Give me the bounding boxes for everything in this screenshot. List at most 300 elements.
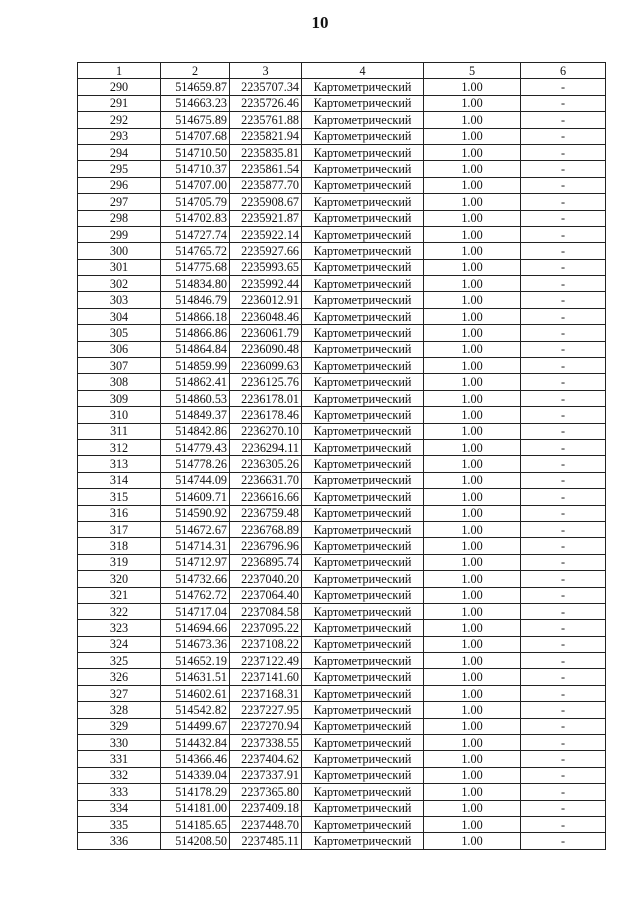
point-number-cell: 313 bbox=[78, 456, 161, 472]
description-cell: - bbox=[521, 571, 606, 587]
table-row bbox=[78, 702, 606, 718]
description-cell: - bbox=[521, 112, 606, 128]
y-coordinate-cell: 2236178.46 bbox=[230, 407, 302, 423]
point-number-cell: 302 bbox=[78, 276, 161, 292]
point-number-cell: 320 bbox=[78, 571, 161, 587]
accuracy-cell: 1.00 bbox=[424, 685, 521, 701]
accuracy-cell: 1.00 bbox=[424, 800, 521, 816]
x-coordinate-cell: 514834.80 bbox=[161, 276, 230, 292]
table-row bbox=[78, 112, 606, 128]
method-cell: Картометрический bbox=[302, 587, 424, 603]
method-cell: Картометрический bbox=[302, 144, 424, 160]
method-cell: Картометрический bbox=[302, 341, 424, 357]
table-row bbox=[78, 718, 606, 734]
method-cell: Картометрический bbox=[302, 653, 424, 669]
description-cell: - bbox=[521, 374, 606, 390]
table-row bbox=[78, 603, 606, 619]
point-number-cell: 306 bbox=[78, 341, 161, 357]
y-coordinate-cell: 2237064.40 bbox=[230, 587, 302, 603]
x-coordinate-cell: 514717.04 bbox=[161, 603, 230, 619]
description-cell: - bbox=[521, 653, 606, 669]
y-coordinate-cell: 2237404.62 bbox=[230, 751, 302, 767]
y-coordinate-cell: 2237084.58 bbox=[230, 603, 302, 619]
y-coordinate-cell: 2236270.10 bbox=[230, 423, 302, 439]
point-number-cell: 314 bbox=[78, 472, 161, 488]
method-cell: Картометрический bbox=[302, 292, 424, 308]
x-coordinate-cell: 514181.00 bbox=[161, 800, 230, 816]
table-row bbox=[78, 374, 606, 390]
x-coordinate-cell: 514710.50 bbox=[161, 144, 230, 160]
accuracy-cell: 1.00 bbox=[424, 161, 521, 177]
method-cell: Картометрический bbox=[302, 194, 424, 210]
method-cell: Картометрический bbox=[302, 358, 424, 374]
point-number-cell: 297 bbox=[78, 194, 161, 210]
method-cell: Картометрический bbox=[302, 505, 424, 521]
accuracy-cell: 1.00 bbox=[424, 784, 521, 800]
method-cell: Картометрический bbox=[302, 243, 424, 259]
point-number-cell: 316 bbox=[78, 505, 161, 521]
y-coordinate-cell: 2235877.70 bbox=[230, 177, 302, 193]
column-header: 5 bbox=[424, 63, 521, 79]
y-coordinate-cell: 2235927.66 bbox=[230, 243, 302, 259]
y-coordinate-cell: 2237227.95 bbox=[230, 702, 302, 718]
y-coordinate-cell: 2236796.96 bbox=[230, 538, 302, 554]
method-cell: Картометрический bbox=[302, 226, 424, 242]
method-cell: Картометрический bbox=[302, 489, 424, 505]
x-coordinate-cell: 514707.68 bbox=[161, 128, 230, 144]
accuracy-cell: 1.00 bbox=[424, 620, 521, 636]
accuracy-cell: 1.00 bbox=[424, 751, 521, 767]
table-row bbox=[78, 816, 606, 832]
description-cell: - bbox=[521, 767, 606, 783]
table-row bbox=[78, 390, 606, 406]
method-cell: Картометрический bbox=[302, 521, 424, 537]
x-coordinate-cell: 514864.84 bbox=[161, 341, 230, 357]
description-cell: - bbox=[521, 603, 606, 619]
accuracy-cell: 1.00 bbox=[424, 833, 521, 849]
table-row bbox=[78, 210, 606, 226]
accuracy-cell: 1.00 bbox=[424, 489, 521, 505]
point-number-cell: 318 bbox=[78, 538, 161, 554]
x-coordinate-cell: 514208.50 bbox=[161, 833, 230, 849]
method-cell: Картометрический bbox=[302, 374, 424, 390]
point-number-cell: 315 bbox=[78, 489, 161, 505]
point-number-cell: 319 bbox=[78, 554, 161, 570]
point-number-cell: 336 bbox=[78, 833, 161, 849]
description-cell: - bbox=[521, 292, 606, 308]
table-row bbox=[78, 669, 606, 685]
y-coordinate-cell: 2237365.80 bbox=[230, 784, 302, 800]
accuracy-cell: 1.00 bbox=[424, 718, 521, 734]
description-cell: - bbox=[521, 489, 606, 505]
table-row bbox=[78, 276, 606, 292]
accuracy-cell: 1.00 bbox=[424, 636, 521, 652]
table-row bbox=[78, 735, 606, 751]
description-cell: - bbox=[521, 538, 606, 554]
table-row bbox=[78, 800, 606, 816]
y-coordinate-cell: 2237040.20 bbox=[230, 571, 302, 587]
table-row bbox=[78, 538, 606, 554]
description-cell: - bbox=[521, 685, 606, 701]
x-coordinate-cell: 514178.29 bbox=[161, 784, 230, 800]
x-coordinate-cell: 514339.04 bbox=[161, 767, 230, 783]
point-number-cell: 300 bbox=[78, 243, 161, 259]
table-row bbox=[78, 194, 606, 210]
x-coordinate-cell: 514744.09 bbox=[161, 472, 230, 488]
table-row bbox=[78, 161, 606, 177]
description-cell: - bbox=[521, 587, 606, 603]
method-cell: Картометрический bbox=[302, 800, 424, 816]
description-cell: - bbox=[521, 521, 606, 537]
x-coordinate-cell: 514714.31 bbox=[161, 538, 230, 554]
table-row bbox=[78, 489, 606, 505]
x-coordinate-cell: 514862.41 bbox=[161, 374, 230, 390]
y-coordinate-cell: 2235861.54 bbox=[230, 161, 302, 177]
table-row bbox=[78, 177, 606, 193]
x-coordinate-cell: 514866.86 bbox=[161, 325, 230, 341]
table-row bbox=[78, 243, 606, 259]
x-coordinate-cell: 514707.00 bbox=[161, 177, 230, 193]
method-cell: Картометрический bbox=[302, 79, 424, 95]
x-coordinate-cell: 514609.71 bbox=[161, 489, 230, 505]
table-row bbox=[78, 472, 606, 488]
x-coordinate-cell: 514859.99 bbox=[161, 358, 230, 374]
y-coordinate-cell: 2237409.18 bbox=[230, 800, 302, 816]
x-coordinate-cell: 514694.66 bbox=[161, 620, 230, 636]
accuracy-cell: 1.00 bbox=[424, 439, 521, 455]
description-cell: - bbox=[521, 669, 606, 685]
x-coordinate-cell: 514499.67 bbox=[161, 718, 230, 734]
method-cell: Картометрический bbox=[302, 472, 424, 488]
accuracy-cell: 1.00 bbox=[424, 276, 521, 292]
y-coordinate-cell: 2237338.55 bbox=[230, 735, 302, 751]
y-coordinate-cell: 2236061.79 bbox=[230, 325, 302, 341]
x-coordinate-cell: 514849.37 bbox=[161, 407, 230, 423]
y-coordinate-cell: 2236012.91 bbox=[230, 292, 302, 308]
accuracy-cell: 1.00 bbox=[424, 702, 521, 718]
x-coordinate-cell: 514673.36 bbox=[161, 636, 230, 652]
point-number-cell: 299 bbox=[78, 226, 161, 242]
y-coordinate-cell: 2235921.87 bbox=[230, 210, 302, 226]
y-coordinate-cell: 2236759.48 bbox=[230, 505, 302, 521]
y-coordinate-cell: 2235992.44 bbox=[230, 276, 302, 292]
point-number-cell: 330 bbox=[78, 735, 161, 751]
accuracy-cell: 1.00 bbox=[424, 767, 521, 783]
table-row bbox=[78, 587, 606, 603]
table-row bbox=[78, 259, 606, 275]
point-number-cell: 335 bbox=[78, 816, 161, 832]
method-cell: Картометрический bbox=[302, 718, 424, 734]
table-header-row bbox=[78, 63, 606, 79]
method-cell: Картометрический bbox=[302, 685, 424, 701]
accuracy-cell: 1.00 bbox=[424, 472, 521, 488]
accuracy-cell: 1.00 bbox=[424, 735, 521, 751]
point-number-cell: 329 bbox=[78, 718, 161, 734]
description-cell: - bbox=[521, 505, 606, 521]
accuracy-cell: 1.00 bbox=[424, 571, 521, 587]
table-row bbox=[78, 226, 606, 242]
table-row bbox=[78, 128, 606, 144]
point-number-cell: 317 bbox=[78, 521, 161, 537]
x-coordinate-cell: 514652.19 bbox=[161, 653, 230, 669]
point-number-cell: 298 bbox=[78, 210, 161, 226]
x-coordinate-cell: 514366.46 bbox=[161, 751, 230, 767]
accuracy-cell: 1.00 bbox=[424, 374, 521, 390]
point-number-cell: 327 bbox=[78, 685, 161, 701]
accuracy-cell: 1.00 bbox=[424, 341, 521, 357]
description-cell: - bbox=[521, 226, 606, 242]
description-cell: - bbox=[521, 702, 606, 718]
accuracy-cell: 1.00 bbox=[424, 423, 521, 439]
x-coordinate-cell: 514842.86 bbox=[161, 423, 230, 439]
point-number-cell: 325 bbox=[78, 653, 161, 669]
method-cell: Картометрический bbox=[302, 620, 424, 636]
description-cell: - bbox=[521, 276, 606, 292]
y-coordinate-cell: 2235761.88 bbox=[230, 112, 302, 128]
accuracy-cell: 1.00 bbox=[424, 390, 521, 406]
accuracy-cell: 1.00 bbox=[424, 521, 521, 537]
point-number-cell: 321 bbox=[78, 587, 161, 603]
x-coordinate-cell: 514432.84 bbox=[161, 735, 230, 751]
description-cell: - bbox=[521, 259, 606, 275]
point-number-cell: 295 bbox=[78, 161, 161, 177]
table-row bbox=[78, 653, 606, 669]
description-cell: - bbox=[521, 800, 606, 816]
x-coordinate-cell: 514712.97 bbox=[161, 554, 230, 570]
accuracy-cell: 1.00 bbox=[424, 325, 521, 341]
table-row bbox=[78, 79, 606, 95]
point-number-cell: 291 bbox=[78, 95, 161, 111]
point-number-cell: 290 bbox=[78, 79, 161, 95]
description-cell: - bbox=[521, 423, 606, 439]
method-cell: Картометрический bbox=[302, 784, 424, 800]
x-coordinate-cell: 514631.51 bbox=[161, 669, 230, 685]
accuracy-cell: 1.00 bbox=[424, 358, 521, 374]
method-cell: Картометрический bbox=[302, 161, 424, 177]
table-row bbox=[78, 292, 606, 308]
table-row bbox=[78, 407, 606, 423]
y-coordinate-cell: 2237141.60 bbox=[230, 669, 302, 685]
description-cell: - bbox=[521, 407, 606, 423]
x-coordinate-cell: 514778.26 bbox=[161, 456, 230, 472]
y-coordinate-cell: 2237448.70 bbox=[230, 816, 302, 832]
point-number-cell: 310 bbox=[78, 407, 161, 423]
y-coordinate-cell: 2237485.11 bbox=[230, 833, 302, 849]
description-cell: - bbox=[521, 735, 606, 751]
accuracy-cell: 1.00 bbox=[424, 653, 521, 669]
column-header: 4 bbox=[302, 63, 424, 79]
x-coordinate-cell: 514663.23 bbox=[161, 95, 230, 111]
method-cell: Картометрический bbox=[302, 128, 424, 144]
method-cell: Картометрический bbox=[302, 603, 424, 619]
description-cell: - bbox=[521, 341, 606, 357]
x-coordinate-cell: 514732.66 bbox=[161, 571, 230, 587]
description-cell: - bbox=[521, 308, 606, 324]
accuracy-cell: 1.00 bbox=[424, 603, 521, 619]
method-cell: Картометрический bbox=[302, 259, 424, 275]
accuracy-cell: 1.00 bbox=[424, 308, 521, 324]
method-cell: Картометрический bbox=[302, 210, 424, 226]
description-cell: - bbox=[521, 144, 606, 160]
accuracy-cell: 1.00 bbox=[424, 243, 521, 259]
point-number-cell: 333 bbox=[78, 784, 161, 800]
x-coordinate-cell: 514710.37 bbox=[161, 161, 230, 177]
column-header: 1 bbox=[78, 63, 161, 79]
point-number-cell: 301 bbox=[78, 259, 161, 275]
accuracy-cell: 1.00 bbox=[424, 226, 521, 242]
table-row bbox=[78, 308, 606, 324]
y-coordinate-cell: 2236294.11 bbox=[230, 439, 302, 455]
y-coordinate-cell: 2237270.94 bbox=[230, 718, 302, 734]
description-cell: - bbox=[521, 95, 606, 111]
description-cell: - bbox=[521, 79, 606, 95]
accuracy-cell: 1.00 bbox=[424, 95, 521, 111]
description-cell: - bbox=[521, 784, 606, 800]
y-coordinate-cell: 2237337.91 bbox=[230, 767, 302, 783]
description-cell: - bbox=[521, 636, 606, 652]
description-cell: - bbox=[521, 390, 606, 406]
table-row bbox=[78, 358, 606, 374]
method-cell: Картометрический bbox=[302, 439, 424, 455]
point-number-cell: 303 bbox=[78, 292, 161, 308]
y-coordinate-cell: 2236125.76 bbox=[230, 374, 302, 390]
y-coordinate-cell: 2236895.74 bbox=[230, 554, 302, 570]
method-cell: Картометрический bbox=[302, 390, 424, 406]
point-number-cell: 312 bbox=[78, 439, 161, 455]
point-number-cell: 307 bbox=[78, 358, 161, 374]
point-number-cell: 326 bbox=[78, 669, 161, 685]
description-cell: - bbox=[521, 620, 606, 636]
method-cell: Картометрический bbox=[302, 735, 424, 751]
table-row bbox=[78, 554, 606, 570]
description-cell: - bbox=[521, 751, 606, 767]
table-row bbox=[78, 456, 606, 472]
x-coordinate-cell: 514602.61 bbox=[161, 685, 230, 701]
accuracy-cell: 1.00 bbox=[424, 505, 521, 521]
x-coordinate-cell: 514846.79 bbox=[161, 292, 230, 308]
description-cell: - bbox=[521, 718, 606, 734]
accuracy-cell: 1.00 bbox=[424, 456, 521, 472]
accuracy-cell: 1.00 bbox=[424, 112, 521, 128]
x-coordinate-cell: 514675.89 bbox=[161, 112, 230, 128]
y-coordinate-cell: 2236305.26 bbox=[230, 456, 302, 472]
x-coordinate-cell: 514705.79 bbox=[161, 194, 230, 210]
point-number-cell: 311 bbox=[78, 423, 161, 439]
accuracy-cell: 1.00 bbox=[424, 79, 521, 95]
description-cell: - bbox=[521, 210, 606, 226]
y-coordinate-cell: 2237095.22 bbox=[230, 620, 302, 636]
table-row bbox=[78, 325, 606, 341]
y-coordinate-cell: 2235908.67 bbox=[230, 194, 302, 210]
column-header: 6 bbox=[521, 63, 606, 79]
y-coordinate-cell: 2237168.31 bbox=[230, 685, 302, 701]
point-number-cell: 324 bbox=[78, 636, 161, 652]
page-number: 10 bbox=[311, 13, 329, 32]
x-coordinate-cell: 514727.74 bbox=[161, 226, 230, 242]
description-cell: - bbox=[521, 439, 606, 455]
table-row bbox=[78, 95, 606, 111]
table-row bbox=[78, 767, 606, 783]
y-coordinate-cell: 2235835.81 bbox=[230, 144, 302, 160]
column-header: 3 bbox=[230, 63, 302, 79]
table-row bbox=[78, 439, 606, 455]
y-coordinate-cell: 2236099.63 bbox=[230, 358, 302, 374]
coordinates-table bbox=[77, 62, 606, 850]
y-coordinate-cell: 2237122.49 bbox=[230, 653, 302, 669]
accuracy-cell: 1.00 bbox=[424, 128, 521, 144]
accuracy-cell: 1.00 bbox=[424, 259, 521, 275]
point-number-cell: 308 bbox=[78, 374, 161, 390]
table-row bbox=[78, 833, 606, 849]
description-cell: - bbox=[521, 833, 606, 849]
method-cell: Картометрический bbox=[302, 538, 424, 554]
accuracy-cell: 1.00 bbox=[424, 144, 521, 160]
method-cell: Картометрический bbox=[302, 112, 424, 128]
x-coordinate-cell: 514775.68 bbox=[161, 259, 230, 275]
method-cell: Картометрический bbox=[302, 767, 424, 783]
point-number-cell: 293 bbox=[78, 128, 161, 144]
accuracy-cell: 1.00 bbox=[424, 669, 521, 685]
y-coordinate-cell: 2237108.22 bbox=[230, 636, 302, 652]
method-cell: Картометрический bbox=[302, 423, 424, 439]
table-row bbox=[78, 620, 606, 636]
point-number-cell: 305 bbox=[78, 325, 161, 341]
description-cell: - bbox=[521, 325, 606, 341]
accuracy-cell: 1.00 bbox=[424, 816, 521, 832]
point-number-cell: 328 bbox=[78, 702, 161, 718]
description-cell: - bbox=[521, 243, 606, 259]
x-coordinate-cell: 514659.87 bbox=[161, 79, 230, 95]
x-coordinate-cell: 514779.43 bbox=[161, 439, 230, 455]
accuracy-cell: 1.00 bbox=[424, 587, 521, 603]
accuracy-cell: 1.00 bbox=[424, 538, 521, 554]
description-cell: - bbox=[521, 472, 606, 488]
description-cell: - bbox=[521, 816, 606, 832]
method-cell: Картометрический bbox=[302, 276, 424, 292]
y-coordinate-cell: 2235993.65 bbox=[230, 259, 302, 275]
description-cell: - bbox=[521, 194, 606, 210]
accuracy-cell: 1.00 bbox=[424, 554, 521, 570]
point-number-cell: 322 bbox=[78, 603, 161, 619]
description-cell: - bbox=[521, 128, 606, 144]
y-coordinate-cell: 2235922.14 bbox=[230, 226, 302, 242]
y-coordinate-cell: 2236178.01 bbox=[230, 390, 302, 406]
x-coordinate-cell: 514185.65 bbox=[161, 816, 230, 832]
x-coordinate-cell: 514765.72 bbox=[161, 243, 230, 259]
table-row bbox=[78, 685, 606, 701]
y-coordinate-cell: 2236090.48 bbox=[230, 341, 302, 357]
point-number-cell: 309 bbox=[78, 390, 161, 406]
point-number-cell: 331 bbox=[78, 751, 161, 767]
table-row bbox=[78, 636, 606, 652]
method-cell: Картометрический bbox=[302, 636, 424, 652]
x-coordinate-cell: 514866.18 bbox=[161, 308, 230, 324]
method-cell: Картометрический bbox=[302, 456, 424, 472]
point-number-cell: 332 bbox=[78, 767, 161, 783]
table-row bbox=[78, 144, 606, 160]
point-number-cell: 334 bbox=[78, 800, 161, 816]
accuracy-cell: 1.00 bbox=[424, 194, 521, 210]
x-coordinate-cell: 514860.53 bbox=[161, 390, 230, 406]
y-coordinate-cell: 2235707.34 bbox=[230, 79, 302, 95]
table-row bbox=[78, 505, 606, 521]
table-row bbox=[78, 341, 606, 357]
accuracy-cell: 1.00 bbox=[424, 177, 521, 193]
description-cell: - bbox=[521, 177, 606, 193]
y-coordinate-cell: 2236631.70 bbox=[230, 472, 302, 488]
table-body bbox=[78, 79, 606, 849]
table-row bbox=[78, 521, 606, 537]
